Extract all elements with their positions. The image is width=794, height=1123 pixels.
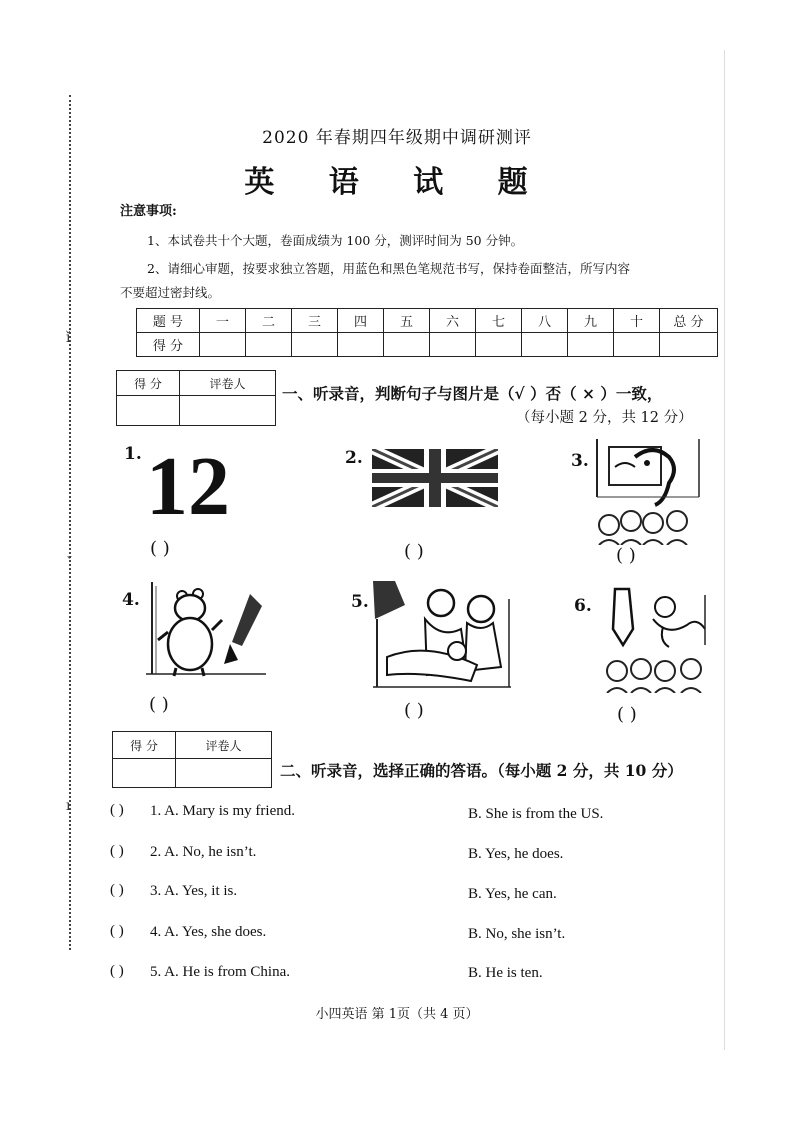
grader-name-cell[interactable]	[180, 396, 276, 426]
note-item-2: 2、请细心审题，按要求独立答题，用蓝色和黑色笔规范书写，保持卷面整洁，所写内容	[147, 261, 630, 276]
answer-paren[interactable]: ( )	[404, 700, 424, 721]
table-cell: 二	[246, 309, 292, 333]
score-table	[136, 308, 718, 357]
grader-box-2	[112, 731, 272, 788]
notes-heading: 注意事项:	[120, 204, 177, 219]
subject-title: 英 语 试 题	[244, 165, 550, 200]
score-input-cell[interactable]	[476, 333, 522, 357]
table-cell: 九	[568, 309, 614, 333]
score-input-cell[interactable]	[614, 333, 660, 357]
option-a: 3. A. Yes, it is.	[150, 883, 238, 899]
score-table-score-row	[137, 333, 718, 357]
section-2-title: 二、听录音，选择正确的答语。（每小题 2 分，共 10 分）	[280, 761, 683, 780]
note-item-2-cont: 不要超过密封线。	[120, 285, 221, 300]
score-input-cell[interactable]	[522, 333, 568, 357]
table-cell: 四	[338, 309, 384, 333]
answer-paren[interactable]: ( )	[404, 541, 424, 562]
section-1-points: （每小题 2 分，共 12 分）	[516, 410, 693, 426]
option-a: 2. A. No, he isn’t.	[150, 844, 257, 860]
page-footer: 小四英语 第 1页（共 4 页）	[315, 1007, 479, 1022]
grader-name-cell[interactable]	[176, 759, 272, 788]
elephant-picture	[595, 437, 701, 545]
table-cell: 题 号	[137, 309, 200, 333]
score-input-cell[interactable]	[568, 333, 614, 357]
item-number: 3.	[571, 451, 589, 471]
scan-mark: ǐ	[66, 330, 71, 346]
scan-mark: ı	[66, 798, 71, 814]
score-input-cell[interactable]	[292, 333, 338, 357]
family-picture	[373, 579, 511, 691]
grader-box-1	[116, 370, 276, 426]
score-input-cell[interactable]	[384, 333, 430, 357]
answer-paren[interactable]: ( )	[110, 802, 124, 818]
table-cell: 五	[384, 309, 430, 333]
grader-label: 评卷人	[180, 371, 276, 396]
grader-score-cell[interactable]	[113, 759, 176, 788]
bear-picture	[146, 582, 266, 680]
item-number: 5.	[351, 592, 369, 612]
option-b: B. No, she isn’t.	[468, 926, 566, 942]
table-cell: 总 分	[660, 309, 718, 333]
answer-paren[interactable]: ( )	[110, 882, 124, 898]
score-input-cell[interactable]	[246, 333, 292, 357]
table-cell: 一	[200, 309, 246, 333]
table-cell: 得 分	[137, 333, 200, 357]
table-cell: 六	[430, 309, 476, 333]
grader-score-label: 得 分	[113, 732, 176, 759]
option-a: 5. A. He is from China.	[150, 964, 290, 980]
monkey-picture	[603, 585, 709, 693]
uk-flag-picture	[372, 449, 498, 507]
picture-number-12: 12	[146, 440, 230, 533]
note-item-1: 1、本试卷共十个大题，卷面成绩为 100 分，测评时间为 50 分钟。	[147, 233, 524, 248]
exam-title: 2020 年春期四年级期中调研测评	[262, 128, 532, 148]
score-input-cell[interactable]	[338, 333, 384, 357]
binding-line	[69, 95, 71, 950]
answer-paren[interactable]: ( )	[616, 545, 636, 566]
item-number: 2.	[345, 448, 363, 468]
answer-paren[interactable]: ( )	[149, 694, 169, 715]
option-b: B. She is from the US.	[468, 806, 604, 822]
table-cell: 八	[522, 309, 568, 333]
answer-paren[interactable]: ( )	[617, 704, 637, 725]
item-number: 4.	[122, 590, 140, 610]
answer-paren[interactable]: ( )	[110, 843, 124, 859]
table-cell: 七	[476, 309, 522, 333]
score-input-cell[interactable]	[660, 333, 718, 357]
option-b: B. He is ten.	[468, 965, 543, 981]
scan-mark: ˇ	[66, 555, 73, 571]
answer-paren[interactable]: ( )	[150, 538, 170, 559]
grader-score-cell[interactable]	[117, 396, 180, 426]
table-cell: 十	[614, 309, 660, 333]
option-a: 1. A. Mary is my friend.	[150, 803, 295, 819]
section-1-title: 一、听录音，判断句子与图片是（√ ）否（ × ）一致，	[282, 384, 663, 403]
grader-label: 评卷人	[176, 732, 272, 759]
option-b: B. Yes, he can.	[468, 886, 557, 902]
grader-score-label: 得 分	[117, 371, 180, 396]
answer-paren[interactable]: ( )	[110, 963, 124, 979]
table-cell: 三	[292, 309, 338, 333]
score-table-header-row	[137, 309, 718, 333]
item-number: 1.	[124, 444, 142, 464]
score-input-cell[interactable]	[430, 333, 476, 357]
option-a: 4. A. Yes, she does.	[150, 924, 267, 940]
option-b: B. Yes, he does.	[468, 846, 564, 862]
score-input-cell[interactable]	[200, 333, 246, 357]
answer-paren[interactable]: ( )	[110, 923, 124, 939]
item-number: 6.	[574, 596, 592, 616]
